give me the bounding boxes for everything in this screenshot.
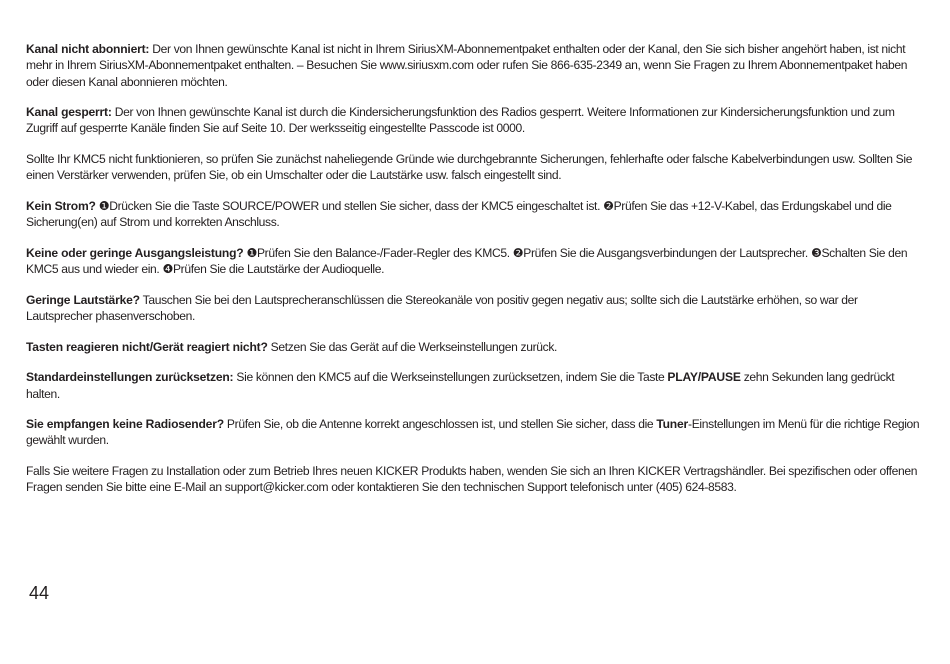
text-factory-reset: Sie können den KMC5 auf die Werkseinstellungen zurücksetzen, indem Sie die Taste bbox=[233, 370, 668, 385]
paragraph-buttons-unresponsive bbox=[26, 339, 926, 355]
text-low-output: ❶Prüfen Sie den Balance-/Fader-Regler des KMC5. ❷Prüfen Sie die Ausgangsverbindungen der Lautsprecher. ❸Schalten Sie den KMC5 aus und wieder ein. ❹Prüfen Sie die Lautstärke der Audioquelle. bbox=[26, 245, 908, 277]
play-pause-key-label: PLAY/PAUSE bbox=[667, 370, 741, 385]
text-channel-not-subscribed: Der von Ihnen gewünschte Kanal ist nicht in Ihrem SiriusXM-Abonnementpaket enthalten oder der Kanal, den Sie sich bisher angehört haben, ist nicht mehr in Ihrem SiriusXM-Abonnementpaket enthalten. – Besuchen Sie www.siriusxm.com oder rufen Sie 866-635-2349 an, wenn Sie Fragen zu Ihrem Abonnementpaket haben oder diesen Kanal abonnieren möchten. bbox=[26, 42, 908, 89]
text-channel-locked: Der von Ihnen gewünschte Kanal ist durch die Kindersicherungsfunktion des Radios gesperrt. Weitere Informationen zur Kindersicherungsfunktion und zum Zugriff auf gesperrte Kanäle finden Sie auf Seite 10. Der werksseitig eingestellte Passcode ist 0000. bbox=[26, 105, 895, 136]
heading-low-volume: Geringe Lautstärke? bbox=[26, 292, 140, 307]
text-support-contact: Falls Sie weitere Fragen zu Installation oder zum Betrieb Ihres neuen KICKER Produkts haben, wenden Sie sich an Ihren KICKER Vertragshändler. Bei spezifischen oder offenen Fragen senden Sie bitte eine E-Mail an support@kicker.com oder kontaktieren Sie den technischen Support telefonisch unter (405) 624-8583. bbox=[26, 464, 918, 495]
text-buttons-unresponsive: Setzen Sie das Gerät auf die Werkseinstellungen zurück. bbox=[267, 339, 558, 354]
heading-factory-reset: Standardeinstellungen zurücksetzen: bbox=[26, 370, 234, 385]
page-number: 44 bbox=[29, 583, 50, 603]
paragraph-general-check bbox=[26, 151, 926, 184]
text-low-volume: Tauschen Sie bei den Lautsprecheranschlüssen die Stereokanäle von positiv gegen negativ aus; sollte sich die Lautstärke erhöhen, so war der Lautsprecher phasenverschoben. bbox=[26, 292, 858, 324]
paragraph-channel-not-subscribed bbox=[26, 41, 926, 90]
heading-no-radio: Sie empfangen keine Radiosender? bbox=[26, 417, 224, 432]
text-no-radio: Prüfen Sie, ob die Antenne korrekt angeschlossen ist, und stellen Sie sicher, dass die bbox=[223, 417, 657, 432]
text-factory-reset-end: zehn Sekunden lang gedrückt halten. bbox=[26, 370, 895, 401]
paragraph-low-output bbox=[26, 245, 926, 278]
heading-low-output: Keine oder geringe Ausgangsleistung? bbox=[26, 245, 244, 260]
troubleshooting-section bbox=[26, 41, 926, 510]
paragraph-support-contact bbox=[26, 463, 926, 496]
paragraph-no-radio bbox=[26, 416, 926, 449]
tuner-label: Tuner bbox=[656, 417, 689, 432]
paragraph-factory-reset bbox=[26, 369, 926, 402]
heading-buttons-unresponsive: Tasten reagieren nicht/Gerät reagiert nicht? bbox=[26, 339, 268, 354]
heading-channel-locked: Kanal gesperrt: bbox=[26, 105, 112, 120]
text-general-check: Sollte Ihr KMC5 nicht funktionieren, so prüfen Sie zunächst naheliegende Gründe wie durchgebrannte Sicherungen, fehlerhafte oder falsche Kabelverbindungen usw. Sollten Sie einen Verstärker verwenden, prüfen Sie, ob ein Umschalter oder die Lautstärke usw. falsch eingestellt sind. bbox=[26, 152, 913, 183]
text-no-power: ❶Drücken Sie die Taste SOURCE/POWER und stellen Sie sicher, dass der KMC5 eingeschaltet ist. ❷Prüfen Sie das +12-V-Kabel, das Erdungskabel und die Sicherung(en) auf Strom und korrekten Anschluss. bbox=[26, 198, 892, 230]
heading-no-power: Kein Strom? bbox=[26, 198, 96, 213]
paragraph-channel-locked bbox=[26, 104, 926, 137]
heading-channel-not-subscribed: Kanal nicht abonniert: bbox=[26, 42, 150, 56]
paragraph-no-power bbox=[26, 198, 926, 231]
paragraph-low-volume bbox=[26, 292, 926, 325]
text-no-radio-end: -Einstellungen im Menü für die richtige Region gewählt wurden. bbox=[26, 417, 920, 448]
